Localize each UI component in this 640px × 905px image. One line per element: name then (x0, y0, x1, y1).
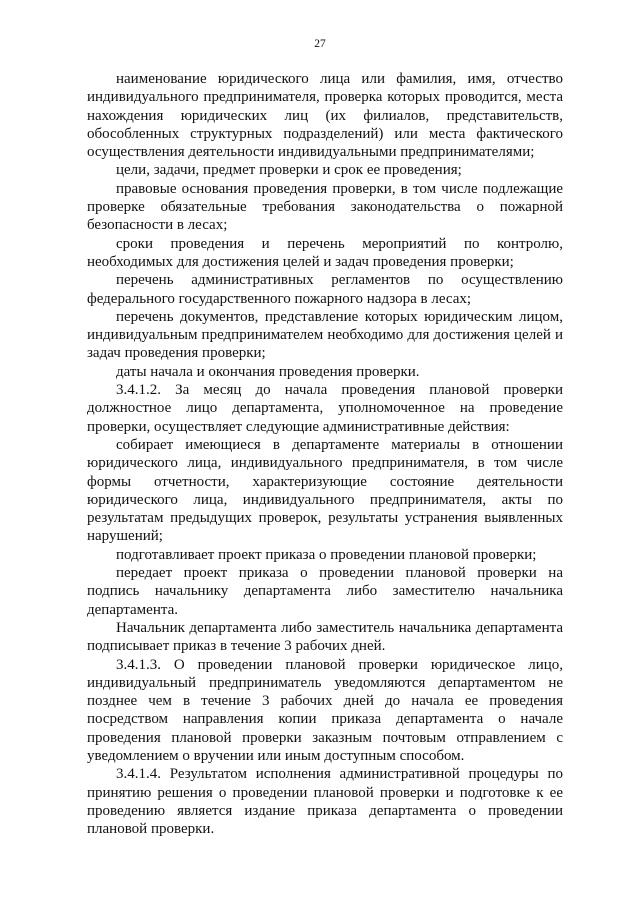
paragraph-regulations-list: перечень административных регламентов по осуществлению федерального государственного пожарного надзора в лесах; (87, 272, 563, 307)
paragraph-submits-for-signature: передает проект приказа о проведении плановой проверки на подпись начальнику департамента либо заместителю начальника департамента. (87, 565, 563, 618)
paragraph-control-terms: сроки проведения и перечень мероприятий по контролю, необходимых для достижения целей и задач проведения проверки; (87, 235, 563, 270)
paragraph-3-4-1-4: 3.4.1.4. Результатом исполнения административной процедуры по принятию решения о проведении плановой проверки и подготовке к ее проведению является издание приказа департамента о проведении плановой проверки. (87, 766, 563, 838)
paragraph-prepares-draft-order: подготавливает проект приказа о проведении плановой проверки; (116, 546, 537, 563)
paragraph-head-signs-order: Начальник департамента либо заместитель начальника департамента подписывает приказ в течение 3 рабочих дней. (87, 619, 563, 655)
paragraph-documents-list: перечень документов, представление которых юридическим лицом, индивидуальным предпринимателем необходимо для достижения целей и задач проведения проверки; (87, 308, 563, 362)
paragraph-3-4-1-2: 3.4.1.2. За месяц до начала проведения плановой проверки должностное лицо департамента, уполномоченное на проведение проверки, осуществляет следующие административные действия: (87, 382, 563, 435)
document-body (87, 70, 563, 838)
paragraph-goals: цели, задачи, предмет проверки и срок ее проведения; (116, 162, 462, 179)
page-number: 27 (314, 38, 326, 50)
paragraph-legal-grounds: правовые основания проведения проверки, в том числе подлежащие проверке обязательные требования законодательства о пожарной безопасности в лесах; (87, 180, 563, 234)
paragraph-dates: даты начала и окончания проведения проверки. (116, 363, 420, 380)
paragraph-subject-identification: наименование юридического лица или фамилия, имя, отчество индивидуального предпринимателя, проверка которых проводится, места нахождения юридических лиц (их филиалов, представительств, обособленных структурных подразделений) или места фактического осуществления деятельности индивидуальными предпринимателями; (87, 71, 563, 161)
paragraph-3-4-1-3: 3.4.1.3. О проведении плановой проверки юридическое лицо, индивидуальный предприниматель уведомляются департаментом не позднее чем в течение 3 рабочих дней до начала ее проведения посредством направления копии приказа департамента о начале проведения плановой проверки заказным почтовым отправлением с уведомлением о вручении или иным доступным способом. (87, 656, 563, 764)
paragraph-collects-materials: собирает имеющиеся в департаменте материалы в отношении юридического лица, индивидуального предпринимателя, в том числе формы отчетности, характеризующие состояние деятельности юридического лица, индивидуального предпринимателя, акты по результатам предыдущих проверок, результаты устранения выявленных нарушений; (87, 436, 563, 545)
